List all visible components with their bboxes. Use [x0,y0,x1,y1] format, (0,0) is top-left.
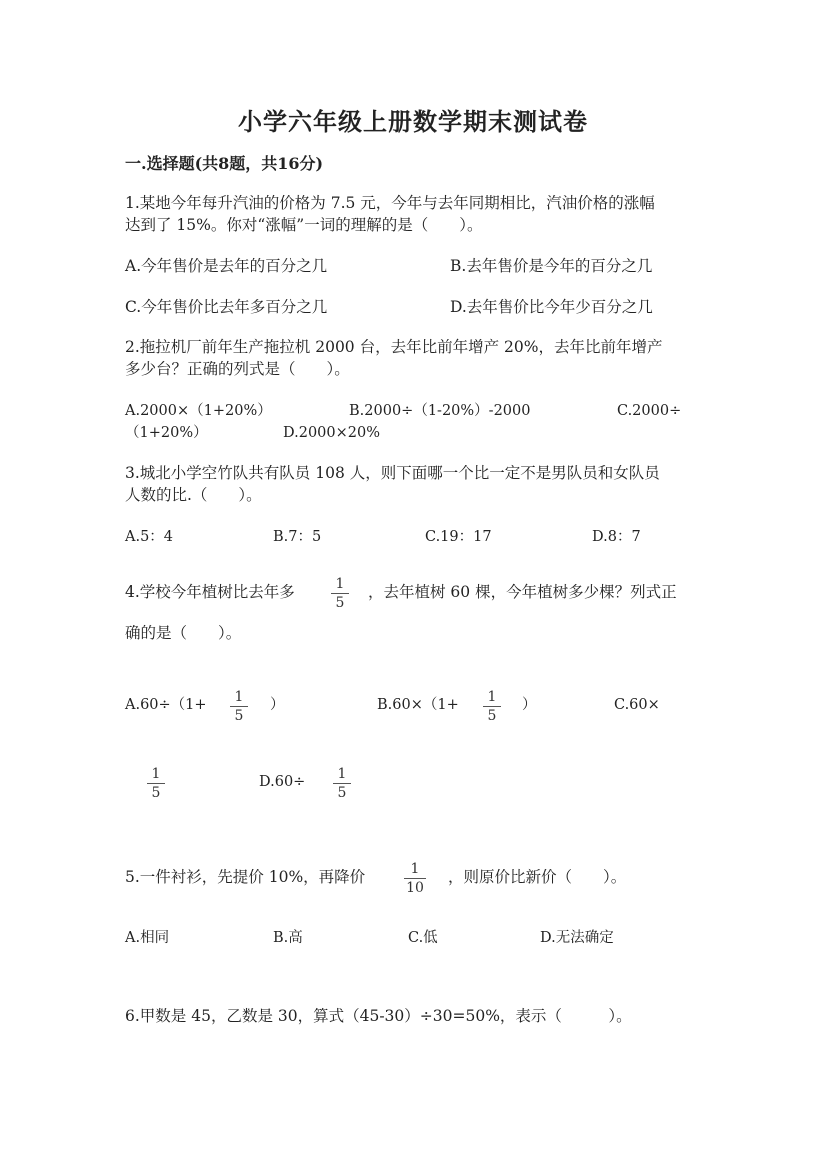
question-1-option-d: D.去年售价比今年少百分之几 [450,298,653,316]
fraction-bar [333,783,351,784]
question-4-option-b: B.60×（1+ [377,697,459,713]
question-3-option-a: A.5：4 [125,529,174,545]
question-2-text-line-1: 2.拖拉机厂前年生产拖拉机 2000 台，去年比前年增产 20%，去年比前年增产 [125,338,663,356]
question-4-option-c: C.60× [614,697,660,713]
question-4-option-b-fraction [481,689,503,724]
question-3-text-line-1: 3.城北小学空竹队共有队员 108 人，则下面哪一个比一定不是男队员和女队员 [125,464,660,482]
fraction-bar [404,878,426,879]
question-2-text-line-2: 多少台？正确的列式是（ ）。 [125,360,350,378]
question-5-option-c: C.低 [408,930,438,946]
question-4-fraction [329,576,351,611]
fraction-denominator: 5 [335,595,345,611]
question-5-option-a: A.相同 [125,930,170,946]
question-2-option-a: A.2000×（1+20%） [125,403,272,419]
fraction-denominator: 5 [234,708,244,724]
fraction-numerator: 1 [234,689,244,705]
question-4-option-a: A.60÷（1+ [125,697,207,713]
fraction-bar [483,706,501,707]
fraction-denominator: 5 [151,785,161,801]
fraction-numerator: 1 [337,766,347,782]
question-5-option-b: B.高 [273,930,303,946]
fraction-bar [147,783,165,784]
question-4-text-after-fraction: ，去年植树 60 棵，今年植树多少棵？列式正 [368,583,677,601]
question-3-option-b: B.7：5 [273,529,322,545]
question-5-text-before-fraction: 5.一件衬衫，先提价 10%，再降价 [125,868,366,886]
question-5-option-d: D.无法确定 [540,930,614,946]
question-2-option-d: D.2000×20% [283,425,380,441]
question-4-text-before-fraction: 4.学校今年植树比去年多 [125,583,295,601]
question-4-text-line-2: 确的是（ ）。 [125,624,242,642]
fraction-bar [331,593,349,594]
question-2-option-c: C.2000÷ [617,403,682,419]
question-4-option-a-fraction [228,689,250,724]
fraction-numerator: 1 [487,689,497,705]
question-3-option-d: D.8：7 [592,529,641,545]
question-1-option-a: A.今年售价是去年的百分之几 [125,257,328,275]
question-1-text-line-1: 1.某地今年每升汽油的价格为 7.5 元，今年与去年同期相比，汽油价格的涨幅 [125,194,655,212]
question-2-option-c-continued: （1+20%） [125,425,208,441]
question-1-option-b: B.去年售价是今年的百分之几 [450,257,653,275]
question-1-option-c: C.今年售价比去年多百分之几 [125,298,328,316]
page-title: 小学六年级上册数学期末测试卷 [238,107,588,136]
question-5-fraction [402,861,428,896]
fraction-numerator: 1 [151,766,161,782]
question-4-option-b-close: ） [522,697,537,713]
question-4-option-c-fraction [145,766,167,801]
question-1-text-line-2: 达到了 15%。你对“涨幅”一词的理解的是（ ）。 [125,216,483,234]
question-4-option-a-close: ） [270,697,285,713]
question-3-text-line-2: 人数的比.（ ）。 [125,486,262,504]
question-4-option-d-fraction [331,766,353,801]
question-5-text-after-fraction: ，则原价比新价（ ）。 [448,868,627,886]
fraction-bar [230,706,248,707]
fraction-denominator: 5 [337,785,347,801]
question-6-text-line-1: 6.甲数是 45，乙数是 30，算式（45-30）÷30=50%，表示（ ）。 [125,1007,632,1025]
question-3-option-c: C.19：17 [425,529,492,545]
question-2-option-b: B.2000÷（1-20%）-2000 [349,403,531,419]
fraction-numerator: 1 [410,861,420,877]
question-4-option-d: D.60÷ [259,774,306,790]
fraction-denominator: 5 [487,708,497,724]
section-heading: 一.选择题(共8题，共16分) [125,154,324,173]
fraction-denominator: 10 [406,880,424,896]
fraction-numerator: 1 [335,576,345,592]
